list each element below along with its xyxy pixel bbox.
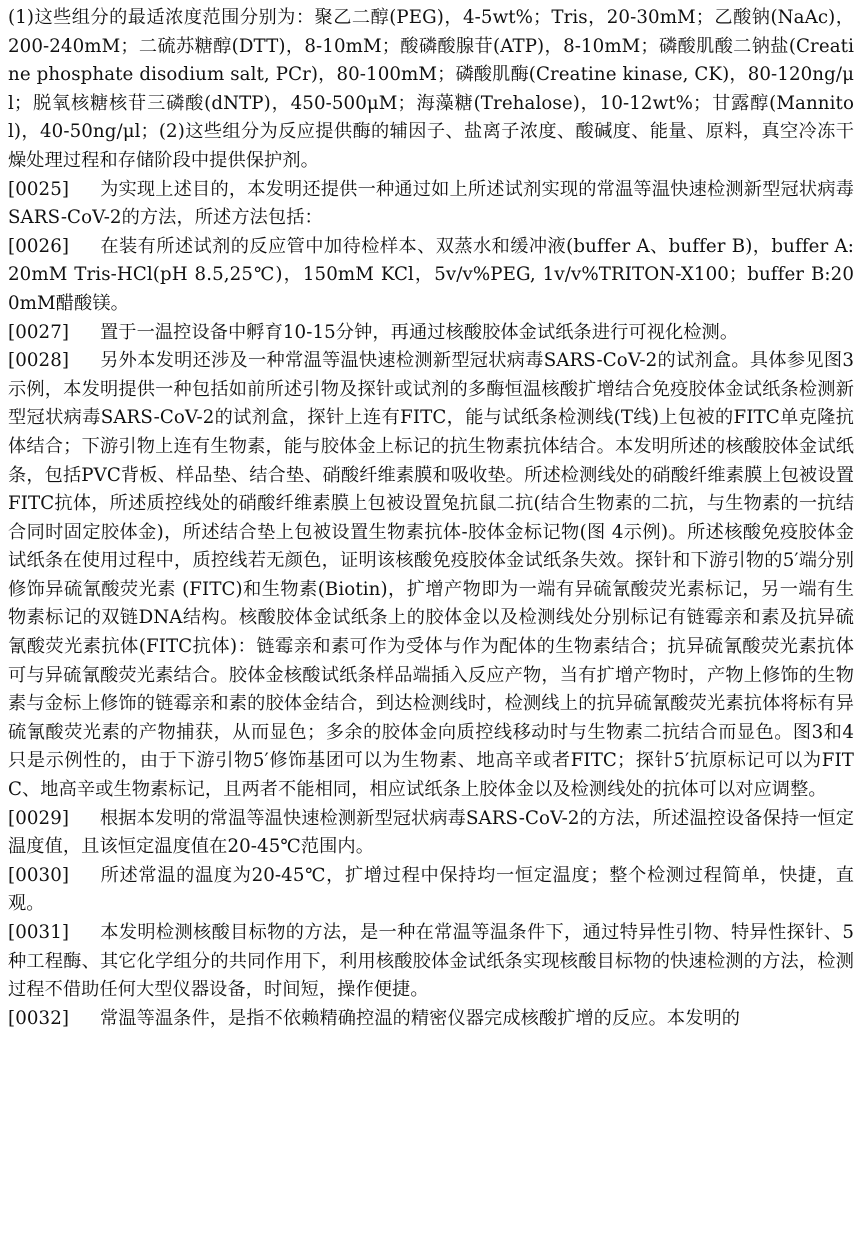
paragraph-0028 <box>8 347 854 805</box>
paragraph-number: [0026] <box>8 235 70 257</box>
paragraph-0029 <box>8 805 854 862</box>
paragraph-0032 <box>8 1005 854 1034</box>
paragraph-number: [0029] <box>8 807 70 829</box>
paragraph-continuation <box>8 4 854 176</box>
paragraph-0026 <box>8 233 854 319</box>
paragraph-text: 常温等温条件，是指不依赖精确控温的精密仪器完成核酸扩增的反应。本发明的 <box>100 1007 741 1029</box>
paragraph-number: [0031] <box>8 922 70 943</box>
document-page <box>8 4 854 1033</box>
paragraph-text: 置于一温控设备中孵育10-15分钟，再通过核酸胶体金试纸条进行可视化检测。 <box>100 321 739 343</box>
paragraph-text: 根据本发明的常温等温快速检测新型冠状病毒SARS-CoV-2的方法，所述温控设备保持一恒定温度值，且该恒定温度值在20-45℃范围内。 <box>8 807 854 858</box>
paragraph-number: [0030] <box>8 864 70 886</box>
paragraph-0025 <box>8 176 854 233</box>
paragraph-0027 <box>8 319 854 348</box>
paragraph-text: 另外本发明还涉及一种常温等温快速检测新型冠状病毒SARS-CoV-2的试剂盒。具体参见图3示例，本发明提供一种包括如前所述引物及探针或试剂的多酶恒温核酸扩增结合免疫胶体金试纸条检测新型冠状病毒SARS-CoV-2的试剂盒，探针上连有FITC，能与试纸条检测线(T线)上包被的FITC单克隆抗体结合；下游引物上连有生物素，能与胶体金上标记的抗生物素抗体结合。本发明所述的核酸胶体金试纸条，包括PVC背板、样品垫、结合垫、硝酸纤维素膜和吸收垫。所述检测线处的硝酸纤维素膜上包被设置FITC抗体，所述质控线处的硝酸纤维素膜上包被设置兔抗鼠二抗(结合生物素的二抗，与生物素的一抗结合同时固定胶体金)，所述结合垫上包被设置生物素抗体-胶体金标记物(图 4示例)。所述核酸免疫胶体金试纸条在使用过程中，质控线若无颜色，证明该核酸免疫胶体金试纸条失效。探针和下游引物的5′端分别修饰异硫氰酸荧光素 (FITC)和生物素(Biotin)，扩增产物即为一端有异硫氰酸荧光素标记，另一端有生物素标记的双链DNA结构。核酸胶体金试纸条上的胶体金以及检测线处分别标记有链霉亲和素及抗异硫氰酸荧光素抗体(FITC抗体)：链霉亲和素可作为受体与作为配体的生物素结合；抗异硫氰酸荧光素抗体可与异硫氰酸荧光素结合。胶体金核酸试纸条样品端插入反应产物，当有扩增产物时，产物上修饰的生物素与金标上修饰的链霉亲和素的胶体金结合，到达检测线时，检测线上的抗异硫氰酸荧光素抗体将标有异硫氰酸荧光素的产物捕获，从而显色；多余的胶体金向质控线移动时与生物素二抗结合而显色。图3和4只是示例性的，由于下游引物5′修饰基团可以为生物素、地高辛或者FITC；探针5′抗原标记可以为FITC、地高辛或生物素标记，且两者不能相同，相应试纸条上胶体金以及检测线处的抗体可以对应调整。 <box>8 350 854 801</box>
paragraph-number: [0025] <box>8 178 70 200</box>
paragraph-0030 <box>8 862 854 919</box>
paragraph-0031 <box>8 919 854 1005</box>
paragraph-number: [0028] <box>8 350 70 372</box>
paragraph-number: [0032] <box>8 1007 70 1029</box>
paragraph-text: 所述常温的温度为20-45℃，扩增过程中保持均一恒定温度；整个检测过程简单，快捷，直观。 <box>8 864 854 915</box>
paragraph-text: 本发明检测核酸目标物的方法，是一种在常温等温条件下，通过特异性引物、特异性探针、5种工程酶、其它化学组分的共同作用下，利用核酸胶体金试纸条实现核酸目标物的快速检测的方法，检测过程不借助任何大型仪器设备，时间短，操作便捷。 <box>8 922 854 1001</box>
paragraph-text: (1)这些组分的最适浓度范围分别为：聚乙二醇(PEG)，4-5wt%；Tris，20-30mM；乙酸钠(NaAc)，200-240mM；二硫苏糖醇(DTT)，8-10mM；酸磷酸腺苷(ATP)，8-10mM；磷酸肌酸二钠盐(Creatine phosphate disodium salt, PCr)，80-100mM；磷酸肌酶(Creatine kinase, CK)，80-120ng/μl；脱氧核糖核苷三磷酸(dNTP)，450-500μM；海藻糖(Trehalose)，10-12wt%；甘露醇(Mannitol)，40-50ng/μl；(2)这些组分为反应提供酶的辅因子、盐离子浓度、酸碱度、能量、原料，真空冷冻干燥处理过程和存储阶段中提供保护剂。 <box>8 7 854 171</box>
paragraph-text: 在装有所述试剂的反应管中加待检样本、双蒸水和缓冲液(buffer A、buffer B)，buffer A:20mM Tris-HCl(pH 8.5,25℃)，150mM KCl，5v/v%PEG, 1v/v%TRITON-X100；buffer B:200mM醋酸镁。 <box>8 235 854 314</box>
paragraph-text: 为实现上述目的，本发明还提供一种通过如上所述试剂实现的常温等温快速检测新型冠状病毒SARS-CoV-2的方法，所述方法包括： <box>8 178 854 229</box>
paragraph-number: [0027] <box>8 321 70 343</box>
